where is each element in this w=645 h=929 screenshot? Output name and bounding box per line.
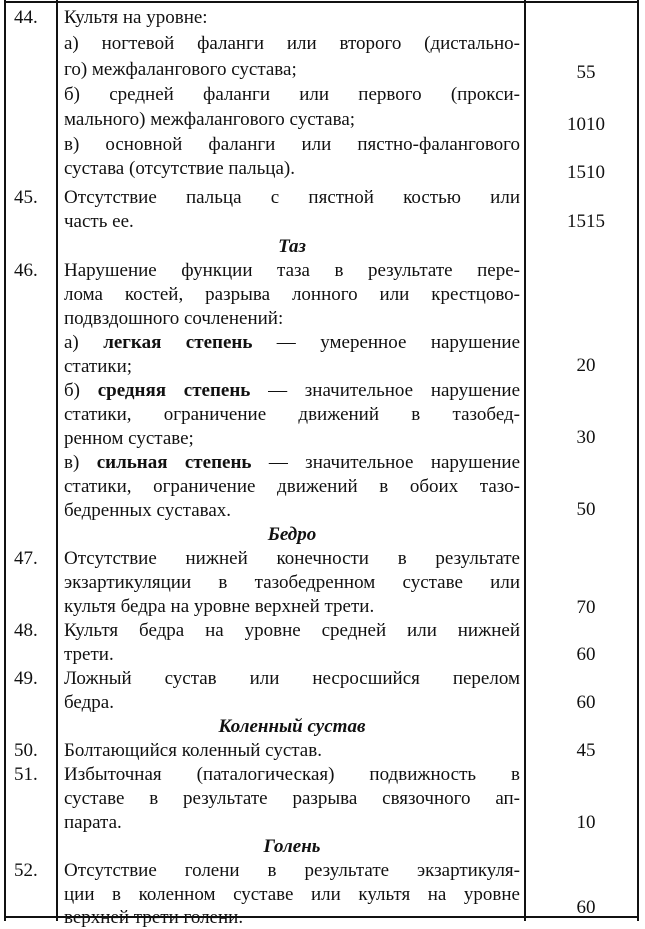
column-divider-value <box>524 0 526 921</box>
row-text-line: сустава (отсутствие пальца). <box>64 158 295 179</box>
item-prefix: а) <box>64 332 79 353</box>
row-text-line: трети. <box>64 644 114 665</box>
row-text-line: Отсутствие пальца с пястной костью или <box>64 187 520 208</box>
section-heading: Таз <box>278 236 306 257</box>
row-text-line: статики, ограничение движений в обоих тазо- <box>64 476 520 497</box>
row-text-line: бедра. <box>64 692 114 713</box>
row-text-line: подвздошного сочленений: <box>64 308 284 329</box>
section-heading: Бедро <box>267 524 317 545</box>
row-text-line: бедренных суставах. <box>64 500 232 521</box>
severity-item-line <box>64 452 520 474</box>
row-text-line: Нарушение функции таза в результате пере- <box>64 260 520 281</box>
row-number: 52. <box>14 860 38 881</box>
row-text-line: а) ногтевой фаланги или второго (дистально- <box>64 33 520 54</box>
item-text: — умеренное нарушение <box>252 332 520 353</box>
row-value: 45 <box>576 740 596 761</box>
row-number: 48. <box>14 620 38 641</box>
row-text-line: часть ее. <box>64 211 134 232</box>
row-text-line: культя бедра на уровне верхней трети. <box>64 596 375 617</box>
row-value: 1510 <box>567 162 605 183</box>
section-heading: Коленный сустав <box>218 716 366 737</box>
row-text-line: статики; <box>64 356 133 377</box>
row-text-line: Болтающийся коленный сустав. <box>64 740 322 761</box>
table-border-left <box>4 0 6 921</box>
row-number: 49. <box>14 668 38 689</box>
row-text-line: ции в коленном суставе или культя на уровне <box>64 884 520 905</box>
severity-item-line <box>64 332 520 354</box>
row-text-line: лома костей, разрыва лонного или крестцово- <box>64 284 520 305</box>
item-text: — значительное нарушение <box>251 452 520 473</box>
row-value: 1515 <box>567 211 605 232</box>
row-text-line: Отсутствие нижней конечности в результате <box>64 548 520 569</box>
severity-label: легкая степень <box>103 332 253 353</box>
row-text-line: Культя на уровне: <box>64 7 208 28</box>
row-value: 20 <box>576 355 596 376</box>
row-text-line: Избыточная (паталогическая) подвижность в <box>64 764 520 785</box>
severity-item-line <box>64 380 520 402</box>
row-value: 1010 <box>567 114 605 135</box>
row-value: 10 <box>576 812 596 833</box>
row-text-line: парата. <box>64 812 122 833</box>
row-text-line: суставе в результате разрыва связочного ап- <box>64 788 520 809</box>
severity-label: сильная степень <box>96 452 252 473</box>
row-text-line: верхней трети голени. <box>64 907 244 928</box>
row-number: 51. <box>14 764 38 785</box>
row-number: 44. <box>14 7 38 28</box>
row-number: 45. <box>14 187 38 208</box>
row-value: 60 <box>576 897 596 918</box>
row-text-line: статики, ограничение движений в тазобед- <box>64 404 520 425</box>
row-value: 50 <box>576 499 596 520</box>
row-text-line: мального) межфалангового сустава; <box>64 109 356 130</box>
row-number: 46. <box>14 260 38 281</box>
table-top-rule <box>4 1 639 3</box>
row-number: 47. <box>14 548 38 569</box>
row-text-line: б) средней фаланги или первого (прокси- <box>64 84 520 105</box>
row-text-line: го) межфалангового сустава; <box>64 59 297 80</box>
row-text-line: Культя бедра на уровне средней или нижней <box>64 620 520 641</box>
row-text-line: Отсутствие голени в результате экзартикуля- <box>64 860 520 881</box>
row-text-line: экзартикуляции в тазобедренном суставе или <box>64 572 520 593</box>
row-value: 30 <box>576 427 596 448</box>
row-value: 55 <box>576 62 596 83</box>
table-border-right <box>637 0 639 921</box>
row-value: 70 <box>576 597 596 618</box>
row-text-line: ренном суставе; <box>64 428 194 449</box>
item-text: — значительное нарушение <box>250 380 520 401</box>
row-value: 60 <box>576 644 596 665</box>
row-text-line: в) основной фаланги или пястно-фалангового <box>64 134 520 155</box>
section-heading: Голень <box>263 836 321 857</box>
item-prefix: в) <box>64 452 80 473</box>
row-text-line: Ложный сустав или несросшийся перелом <box>64 668 520 689</box>
column-divider-number <box>56 0 58 921</box>
row-value: 60 <box>576 692 596 713</box>
row-number: 50. <box>14 740 38 761</box>
severity-label: средняя степень <box>97 380 251 401</box>
item-prefix: б) <box>64 380 80 401</box>
